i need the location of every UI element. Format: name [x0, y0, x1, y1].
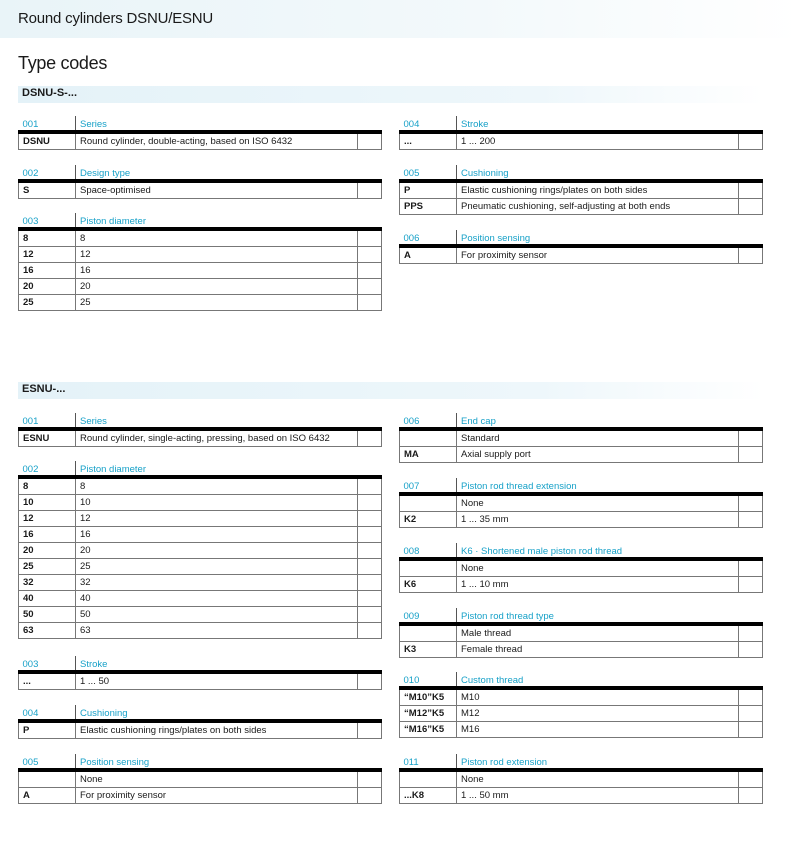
code-table-002 [18, 461, 382, 639]
option-code: PPS [400, 199, 457, 215]
option-description: 12 [76, 247, 358, 263]
selection-box[interactable] [357, 623, 381, 639]
feature-name: K6 · Shortened male piston rod thread [457, 543, 763, 559]
table-row [19, 770, 382, 788]
selection-box[interactable] [357, 591, 381, 607]
option-code: K2 [400, 512, 457, 528]
table-header [19, 165, 382, 181]
table-header [19, 754, 382, 770]
selection-box[interactable] [739, 494, 763, 512]
table-header [400, 413, 763, 429]
position-number: 001 [19, 413, 76, 429]
feature-name: Cushioning [76, 705, 382, 721]
option-description: 8 [76, 229, 358, 247]
feature-name: Stroke [457, 116, 763, 132]
feature-name: Piston rod thread extension [457, 478, 763, 494]
option-description: 1 ... 10 mm [457, 577, 739, 593]
position-number: 001 [19, 116, 76, 132]
option-code: A [400, 246, 457, 264]
position-number: 004 [19, 705, 76, 721]
table-row [400, 559, 763, 577]
table-header [400, 478, 763, 494]
option-description: Axial supply port [457, 447, 739, 463]
option-code: 20 [19, 543, 76, 559]
selection-box[interactable] [357, 247, 381, 263]
selection-box[interactable] [739, 688, 763, 706]
feature-name: Cushioning [457, 165, 763, 181]
selection-box[interactable] [357, 527, 381, 543]
position-number: 005 [19, 754, 76, 770]
selection-box[interactable] [357, 543, 381, 559]
table-row [400, 246, 763, 264]
type-code-bar-dsnu [18, 86, 764, 103]
option-description: 12 [76, 511, 358, 527]
option-description: 10 [76, 495, 358, 511]
option-description: None [457, 770, 739, 788]
selection-box[interactable] [358, 429, 382, 447]
selection-box[interactable] [357, 575, 381, 591]
option-code: “M16”K5 [400, 722, 457, 738]
option-description: Standard [457, 429, 739, 447]
code-table-002 [18, 165, 382, 199]
option-description: 16 [76, 527, 358, 543]
table-row [400, 577, 763, 593]
position-number: 006 [400, 413, 457, 429]
code-table-006 [399, 230, 763, 264]
option-code: 8 [19, 477, 76, 495]
selection-box[interactable] [358, 770, 382, 788]
code-table-009 [399, 608, 763, 658]
option-description: Female thread [457, 642, 739, 658]
selection-box[interactable] [357, 181, 381, 199]
option-description: None [457, 494, 739, 512]
selection-box[interactable] [357, 279, 381, 295]
document-title: Round cylinders DSNU/ESNU [18, 10, 214, 27]
code-table-005 [18, 754, 382, 804]
option-code: K3 [400, 642, 457, 658]
code-table-003 [18, 656, 382, 690]
option-description: 20 [76, 279, 358, 295]
option-description: 50 [76, 607, 358, 623]
selection-box[interactable] [739, 429, 763, 447]
table-row [400, 494, 763, 512]
table-header [19, 461, 382, 477]
position-number: 010 [400, 672, 457, 688]
position-number: 006 [400, 230, 457, 246]
table-row [19, 721, 382, 739]
selection-box[interactable] [358, 132, 382, 150]
selection-box[interactable] [739, 706, 763, 722]
option-description: None [76, 770, 358, 788]
code-table-005 [399, 165, 763, 215]
table-row [400, 688, 763, 706]
option-code: “M12”K5 [400, 706, 457, 722]
option-code: P [19, 721, 76, 739]
option-code: 10 [19, 495, 76, 511]
table-row [400, 447, 763, 463]
option-description: Elastic cushioning rings/plates on both sides [457, 181, 739, 199]
option-description: M16 [457, 722, 739, 738]
feature-name: Design type [76, 165, 382, 181]
table-row [19, 672, 382, 690]
table-row [400, 624, 763, 642]
code-table-001 [18, 413, 382, 447]
selection-box[interactable] [358, 672, 382, 690]
option-description: 16 [76, 263, 358, 279]
table-header [19, 656, 382, 672]
selection-box[interactable] [739, 770, 763, 788]
code-table-004 [399, 116, 763, 150]
feature-name: Stroke [76, 656, 382, 672]
selection-box[interactable] [357, 721, 381, 739]
selection-box[interactable] [738, 181, 762, 199]
position-number: 007 [400, 478, 457, 494]
option-description: 25 [76, 295, 358, 311]
table-header [19, 116, 382, 132]
feature-name: Position sensing [457, 230, 763, 246]
code-table-001 [18, 116, 382, 150]
option-description: Male thread [457, 624, 739, 642]
code-table-004 [18, 705, 382, 739]
selection-box[interactable] [357, 511, 381, 527]
feature-name: End cap [457, 413, 763, 429]
feature-name: Series [76, 413, 382, 429]
option-code: ESNU [19, 429, 76, 447]
option-description: Elastic cushioning rings/plates on both sides [76, 721, 358, 739]
option-description: 1 ... 50 mm [457, 788, 739, 804]
table-row [400, 642, 763, 658]
type-code-label: ESNU-... [22, 383, 66, 395]
type-code-label: DSNU-S-... [22, 87, 77, 99]
table-header [400, 754, 763, 770]
selection-box[interactable] [358, 788, 382, 804]
feature-name: Piston rod thread type [457, 608, 763, 624]
position-number: 003 [19, 656, 76, 672]
option-description: Round cylinder, double-acting, based on ISO 6432 [76, 132, 358, 150]
feature-name: Piston rod extension [457, 754, 763, 770]
table-header [19, 705, 382, 721]
option-description: 1 ... 200 [457, 132, 739, 150]
option-code: 20 [19, 279, 76, 295]
table-row [19, 495, 382, 511]
code-table-007 [399, 478, 763, 528]
table-row [19, 229, 382, 247]
option-code: 50 [19, 607, 76, 623]
table-header [400, 543, 763, 559]
position-number: 003 [19, 213, 76, 229]
selection-box[interactable] [357, 263, 381, 279]
table-row [19, 527, 382, 543]
option-description: 1 ... 35 mm [457, 512, 739, 528]
type-code-bar-esnu [18, 382, 764, 399]
option-description: None [457, 559, 739, 577]
option-code: K6 [400, 577, 457, 593]
option-code: 63 [19, 623, 76, 639]
option-code: “M10”K5 [400, 688, 457, 706]
table-header [400, 230, 763, 246]
option-code: DSNU [19, 132, 76, 150]
option-code [19, 770, 76, 788]
option-code: ...K8 [400, 788, 457, 804]
table-row [19, 788, 382, 804]
option-code: S [19, 181, 76, 199]
option-description: For proximity sensor [457, 246, 739, 264]
feature-name: Custom thread [457, 672, 763, 688]
section-title: Type codes [18, 53, 108, 73]
feature-name: Position sensing [76, 754, 382, 770]
position-number: 005 [400, 165, 457, 181]
option-description: For proximity sensor [76, 788, 358, 804]
table-row [400, 706, 763, 722]
table-header [19, 213, 382, 229]
option-description: Pneumatic cushioning, self-adjusting at both ends [457, 199, 739, 215]
table-row [19, 591, 382, 607]
selection-box[interactable] [357, 477, 381, 495]
selection-box[interactable] [357, 607, 381, 623]
selection-box[interactable] [739, 132, 763, 150]
table-row [19, 429, 382, 447]
position-number: 002 [19, 165, 76, 181]
option-code [400, 559, 457, 577]
table-header [400, 672, 763, 688]
option-description: 40 [76, 591, 358, 607]
table-row [19, 295, 382, 311]
table-row [19, 623, 382, 639]
position-number: 011 [400, 754, 457, 770]
option-description: 1 ... 50 [76, 672, 358, 690]
selection-box[interactable] [357, 495, 381, 511]
selection-box[interactable] [738, 199, 762, 215]
option-code: 32 [19, 575, 76, 591]
table-header [400, 608, 763, 624]
selection-box[interactable] [739, 722, 763, 738]
option-code: 12 [19, 247, 76, 263]
table-row [19, 607, 382, 623]
table-row [400, 788, 763, 804]
table-header [19, 413, 382, 429]
option-code: 25 [19, 295, 76, 311]
option-description: M12 [457, 706, 739, 722]
table-row [400, 770, 763, 788]
selection-box[interactable] [738, 624, 762, 642]
table-row [19, 181, 382, 199]
table-row [19, 279, 382, 295]
feature-name: Piston diameter [76, 461, 382, 477]
selection-box[interactable] [357, 295, 381, 311]
feature-name: Piston diameter [76, 213, 382, 229]
option-code: 8 [19, 229, 76, 247]
selection-box[interactable] [738, 559, 762, 577]
table-row [19, 477, 382, 495]
table-row [19, 511, 382, 527]
table-row [400, 132, 763, 150]
option-code: ... [400, 132, 457, 150]
table-row [19, 559, 382, 575]
position-number: 004 [400, 116, 457, 132]
selection-box[interactable] [739, 512, 763, 528]
option-code: 16 [19, 527, 76, 543]
table-row [400, 722, 763, 738]
code-table-010 [399, 672, 763, 738]
option-description: Space-optimised [76, 181, 358, 199]
option-description: Round cylinder, single-acting, pressing, based on ISO 6432 [76, 429, 358, 447]
table-header [400, 116, 763, 132]
option-code: 40 [19, 591, 76, 607]
option-code [400, 494, 457, 512]
selection-box[interactable] [357, 559, 381, 575]
option-description: 8 [76, 477, 358, 495]
selection-box[interactable] [738, 642, 762, 658]
option-description: 20 [76, 543, 358, 559]
code-table-008 [399, 543, 763, 593]
selection-box[interactable] [357, 229, 381, 247]
table-row [400, 429, 763, 447]
selection-box[interactable] [739, 788, 763, 804]
option-code: P [400, 181, 457, 199]
table-row [19, 132, 382, 150]
option-code: 12 [19, 511, 76, 527]
selection-box[interactable] [738, 577, 762, 593]
code-table-011 [399, 754, 763, 804]
table-row [19, 263, 382, 279]
table-row [400, 181, 763, 199]
selection-box[interactable] [739, 447, 763, 463]
position-number: 008 [400, 543, 457, 559]
selection-box[interactable] [739, 246, 763, 264]
option-description: 32 [76, 575, 358, 591]
table-header [400, 165, 763, 181]
table-row [400, 199, 763, 215]
option-description: 63 [76, 623, 358, 639]
table-row [19, 543, 382, 559]
table-row [19, 575, 382, 591]
option-description: 25 [76, 559, 358, 575]
code-table-006 [399, 413, 763, 463]
position-number: 002 [19, 461, 76, 477]
option-code: 16 [19, 263, 76, 279]
option-code: ... [19, 672, 76, 690]
table-row [400, 512, 763, 528]
option-code [400, 624, 457, 642]
feature-name: Series [76, 116, 382, 132]
option-code [400, 770, 457, 788]
option-code: 25 [19, 559, 76, 575]
option-code: A [19, 788, 76, 804]
option-code: MA [400, 447, 457, 463]
table-row [19, 247, 382, 263]
position-number: 009 [400, 608, 457, 624]
code-table-003 [18, 213, 382, 311]
option-description: M10 [457, 688, 739, 706]
option-code [400, 429, 457, 447]
